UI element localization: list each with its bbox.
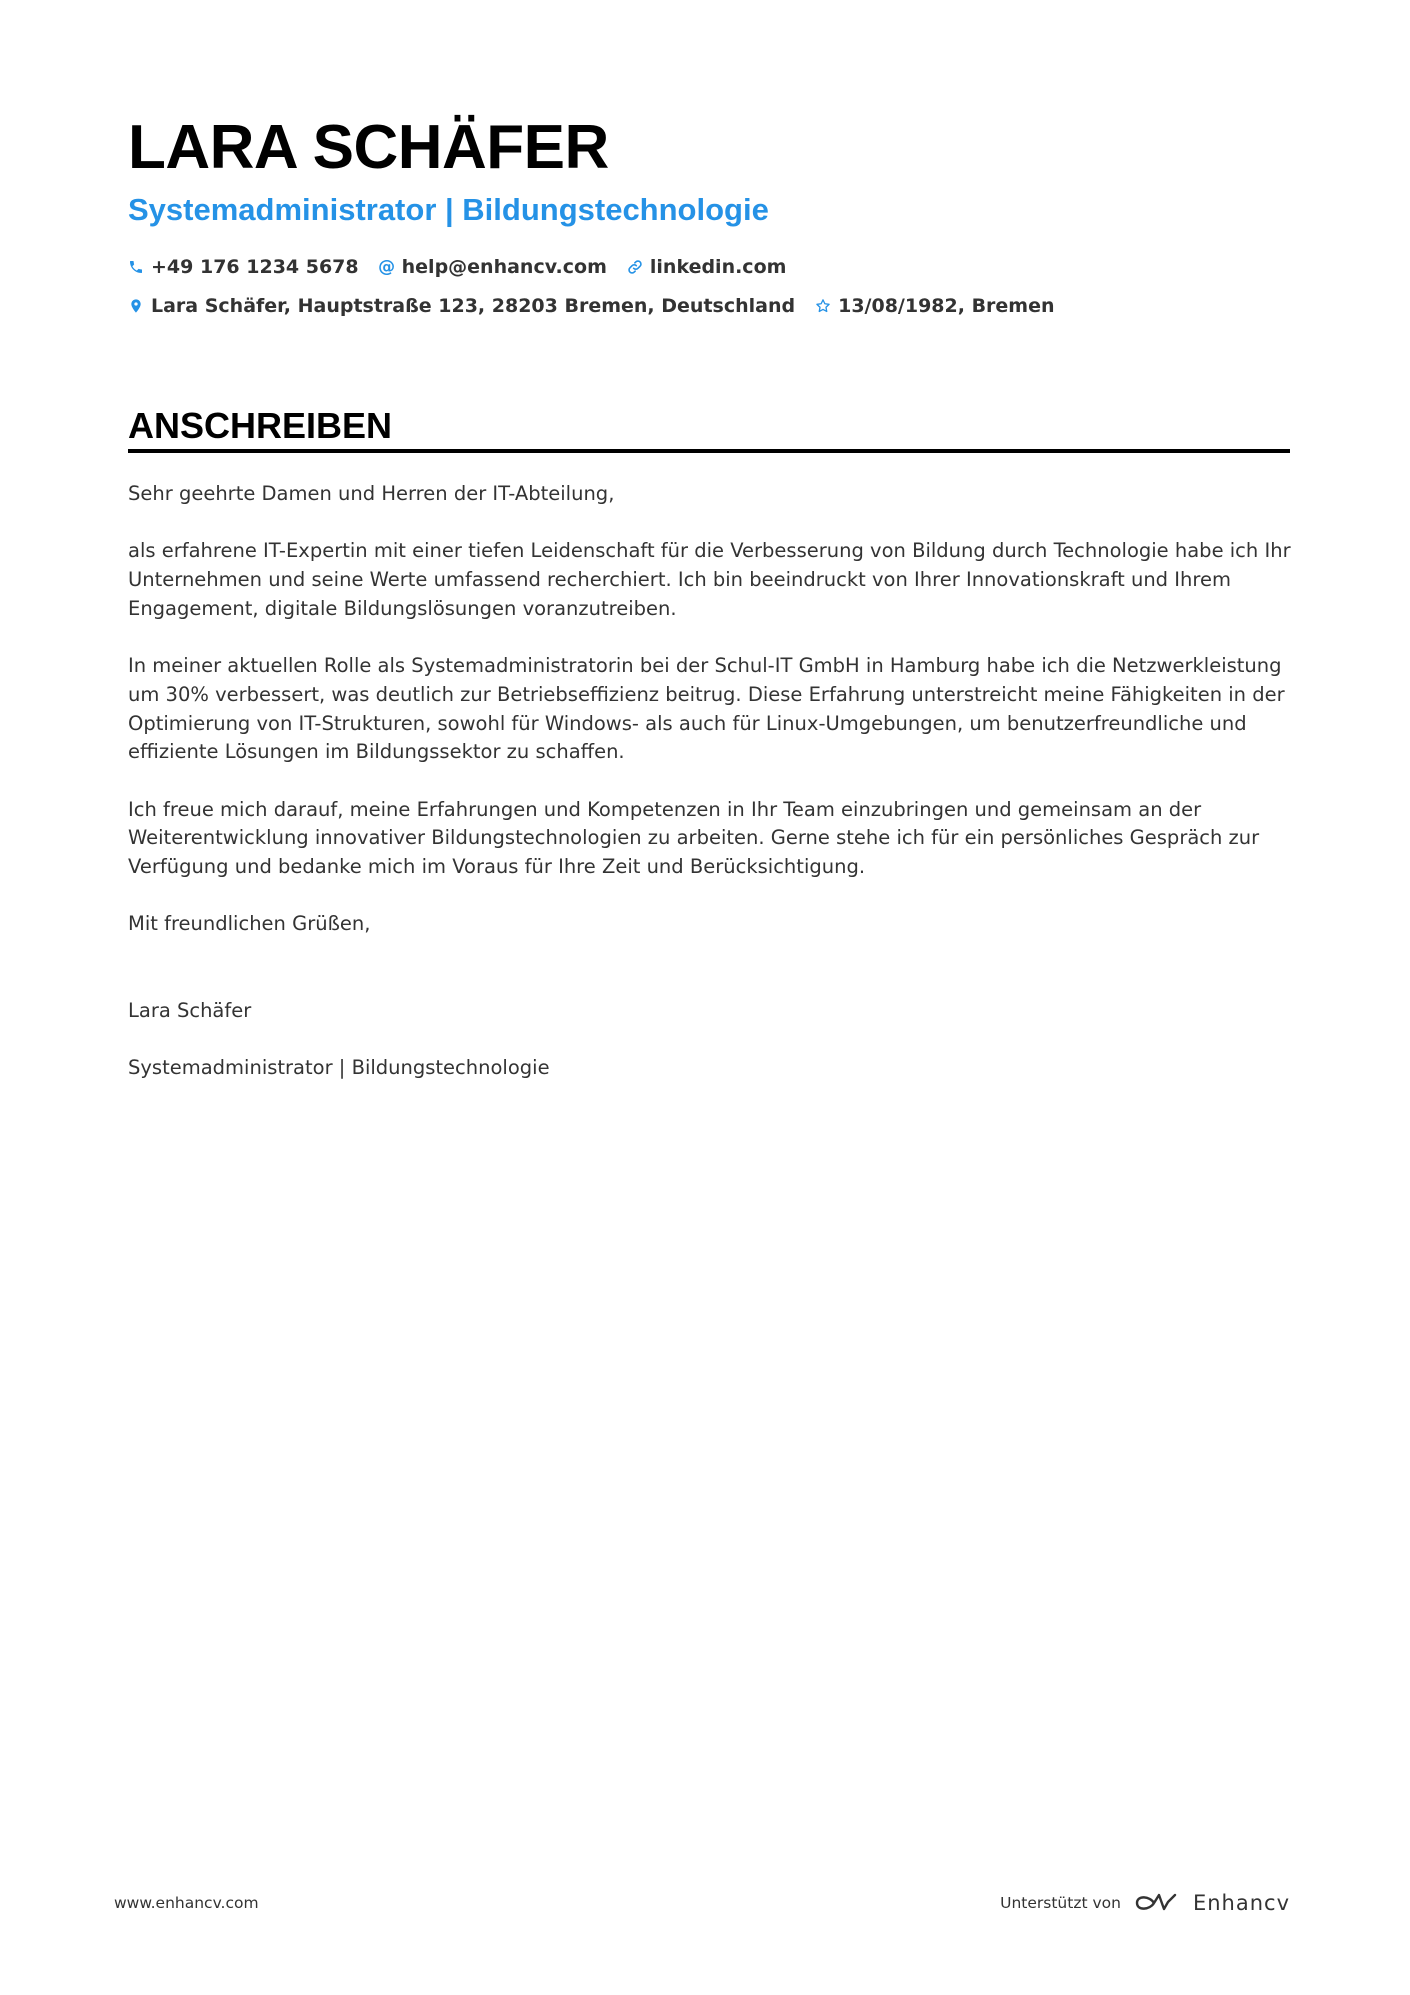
footer-website-link[interactable]: www.enhancv.com — [114, 1894, 259, 1912]
brand-name: Enhancv — [1192, 1891, 1290, 1915]
link-icon — [627, 259, 643, 275]
letter-salutation: Sehr geehrte Damen und Herren der IT-Abteilung, — [128, 482, 615, 505]
location-pin-icon — [128, 298, 144, 314]
contact-phone — [128, 256, 359, 278]
section-divider — [128, 449, 1290, 453]
birth-value: 13/08/1982, Bremen — [838, 295, 1055, 317]
letter-paragraph: Ich freue mich darauf, meine Erfahrungen und Kompetenzen in Ihr Team einzubringen und gemeinsam an der Weiterentwicklung innovativer Bildungstechnologien zu arbeiten. Gerne stehe ich für ein persönliches Gespräch zur Verfügung und bedanke mich im Voraus für Ihre Zeit und Berücksichtigung. — [128, 797, 1260, 878]
star-icon — [815, 298, 831, 314]
applicant-name: LARA SCHÄFER — [128, 113, 609, 182]
powered-by-label: Unterstützt von — [1000, 1894, 1121, 1912]
phone-value: +49 176 1234 5678 — [151, 256, 359, 278]
contact-linkedin — [627, 256, 787, 278]
email-value: help@enhancv.com — [401, 256, 607, 278]
contact-row-secondary — [128, 291, 1075, 321]
signature-title: Systemadministrator | Bildungstechnologie — [128, 1055, 550, 1079]
letter-paragraph: In meiner aktuellen Rolle als Systemadministratorin bei der Schul-IT GmbH in Hamburg habe ich die Netzwerkleistung um 30% verbessert, was deutlich zur Betriebseffizienz beitrug. Diese Erfahrung unterstreicht meine Fähigkeiten in der Optimierung von IT-Strukturen, sowohl für Windows- als auch für Linux-Umgebungen, um benutzerfreundliche und effiziente Lösungen im Bildungssektor zu schaffen. — [128, 654, 1285, 764]
contact-address — [128, 295, 795, 317]
applicant-job-title: Systemadministrator | Bildungstechnologie — [128, 192, 769, 227]
enhancv-logo-icon — [1133, 1891, 1179, 1915]
address-value: Lara Schäfer, Hauptstraße 123, 28203 Bremen, Deutschland — [151, 295, 796, 317]
signature-name: Lara Schäfer — [128, 998, 252, 1022]
linkedin-value: linkedin.com — [649, 256, 787, 278]
phone-icon — [128, 259, 144, 275]
at-icon: @ — [378, 257, 396, 277]
contact-row-primary — [128, 252, 806, 282]
contact-birth — [815, 295, 1054, 317]
letter-paragraph: als erfahrene IT-Expertin mit einer tiefen Leidenschaft für die Verbesserung von Bildung durch Technologie habe ich Ihr Unternehmen und seine Werte umfassend recherchiert. Ich bin beeindruckt von Ihrer Innovationskraft und Ihrem Engagement, digitale Bildungslösungen voranzutreiben. — [128, 539, 1291, 620]
letter-body — [128, 480, 1293, 1111]
letter-closing: Mit freundlichen Grüßen, — [128, 912, 371, 936]
contact-email — [379, 256, 607, 278]
footer-powered-by[interactable] — [1000, 1889, 1290, 1917]
section-title-cover-letter: ANSCHREIBEN — [128, 405, 393, 446]
